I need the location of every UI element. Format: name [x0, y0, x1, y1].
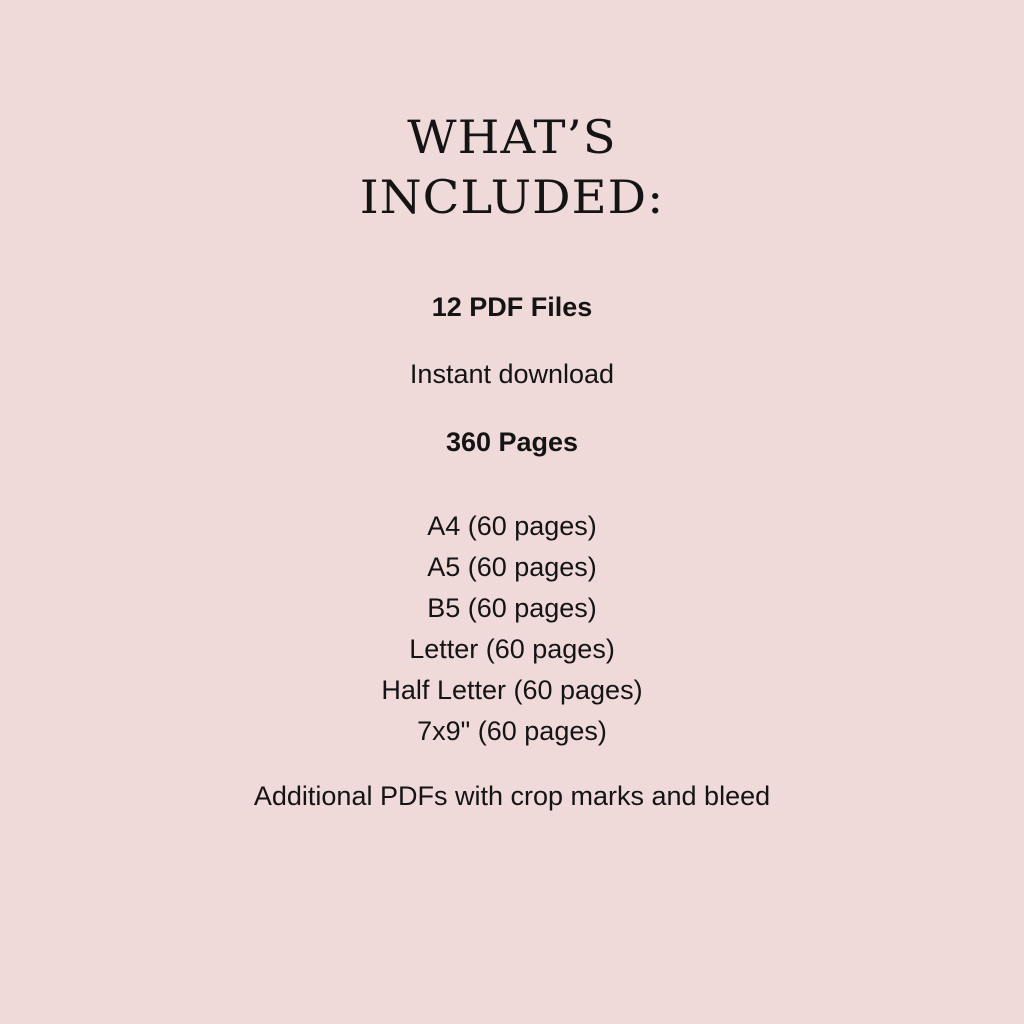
size-list-item: A5 (60 pages): [427, 552, 597, 582]
size-list-item: Letter (60 pages): [409, 634, 615, 664]
pdf-files-count: 12 PDF Files: [431, 292, 593, 322]
heading-line-1: WHAT’S: [407, 111, 617, 165]
size-list-item: Half Letter (60 pages): [381, 675, 643, 705]
size-list-item: 7x9" (60 pages): [417, 716, 607, 746]
page-count: 360 Pages: [445, 427, 579, 457]
size-list-item: A4 (60 pages): [427, 511, 597, 541]
heading-line-2: INCLUDED:: [359, 171, 665, 225]
size-list-item: B5 (60 pages): [427, 593, 597, 623]
additional-pdfs-text: Additional PDFs with crop marks and bleed: [253, 781, 771, 811]
size-list: [0, 506, 1024, 752]
instant-download-text: Instant download: [409, 359, 615, 389]
